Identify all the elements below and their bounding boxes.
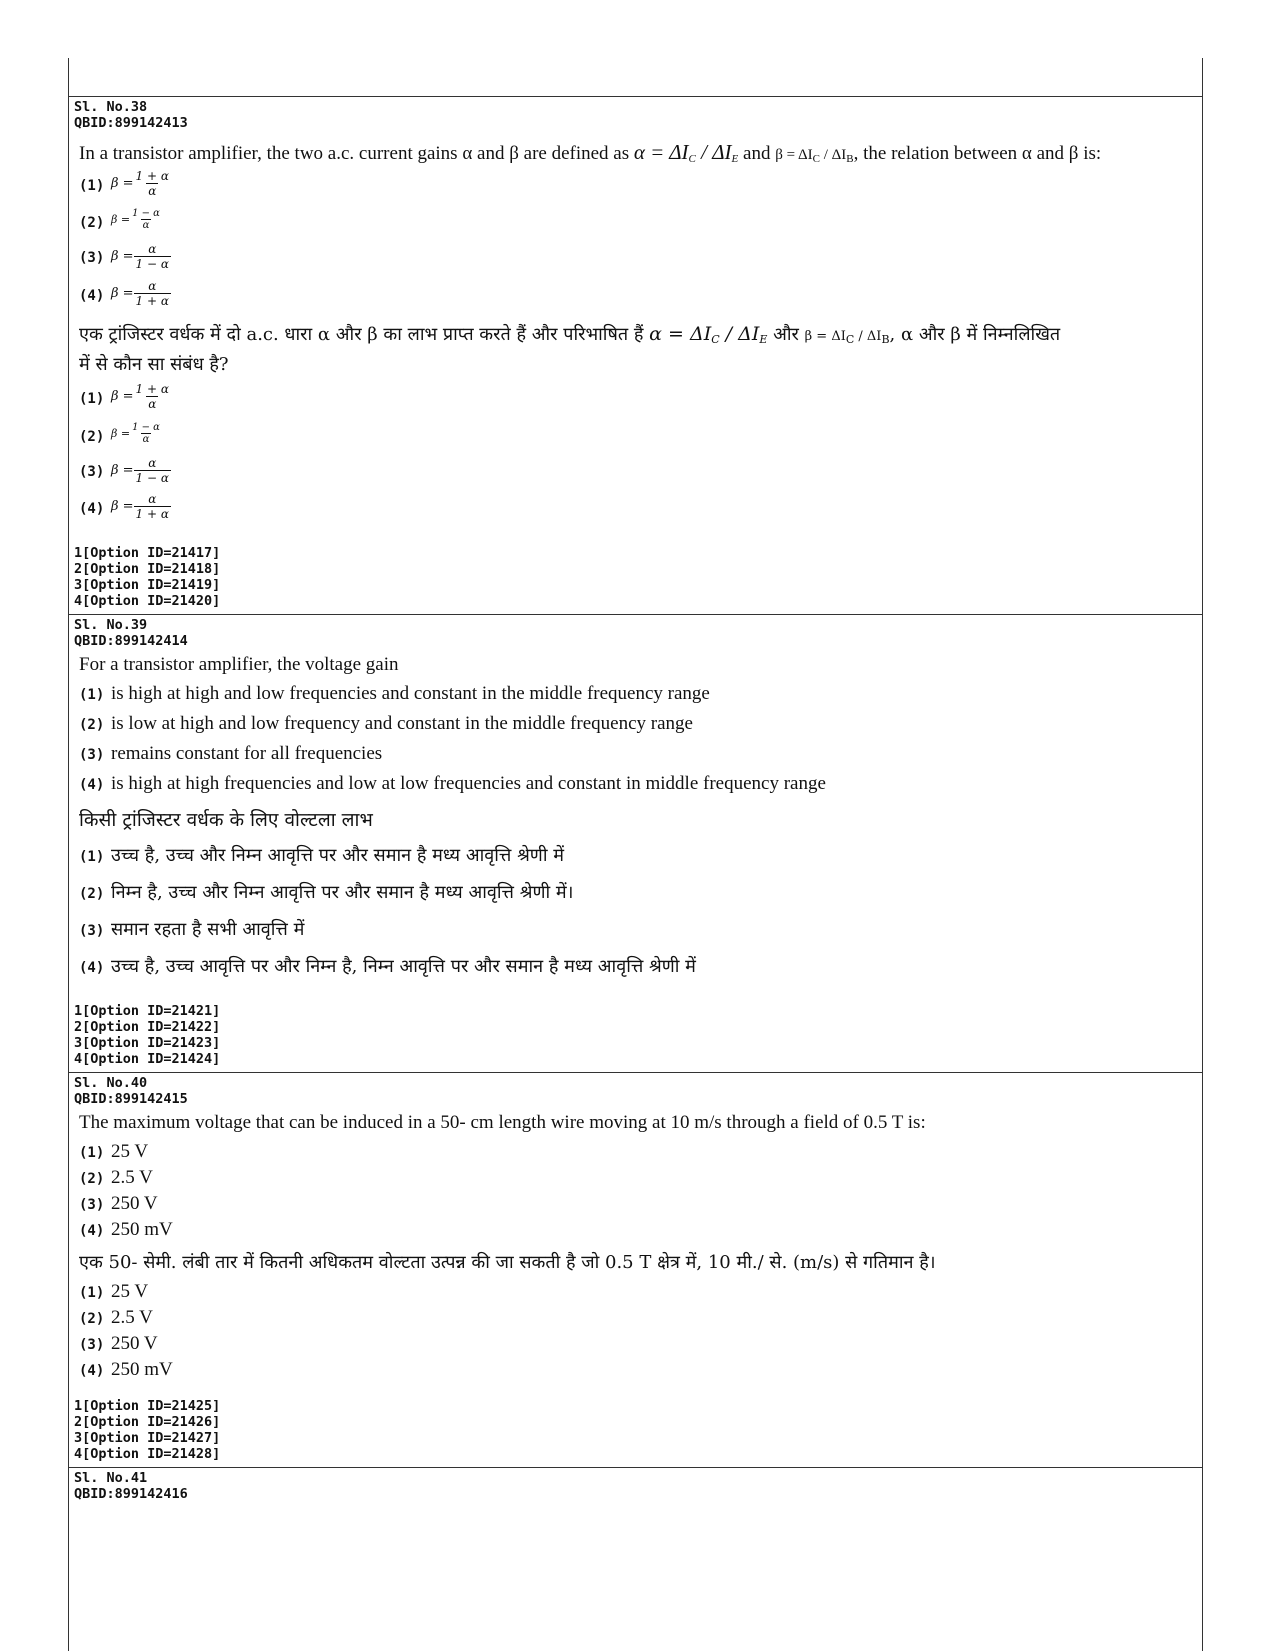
q39-hi-option-2-text: निम्न है, उच्च और निम्न आवृत्ति पर और समान है मध्य आवृत्ति श्रेणी में। bbox=[111, 882, 574, 903]
q38-en-option-4-num: (4) bbox=[79, 288, 105, 304]
q40-en-option-4-text: 250 mV bbox=[111, 1219, 173, 1240]
q38-en-option-1-formula: β = $\frac{1 + \alpha}{\alpha}$ bbox=[111, 169, 169, 198]
q40-en-question: The maximum voltage that can be induced in a 50- cm length wire moving at 10 m/s through a field of 0.5 T is: bbox=[79, 1112, 926, 1133]
q39-hi-option-1-num: (1) bbox=[79, 849, 105, 865]
q41-qbid: QBID:899142416 bbox=[74, 1486, 188, 1502]
q40-option-id-2: 2[Option ID=21426] bbox=[74, 1414, 221, 1430]
q38-slno: Sl. No.38 bbox=[74, 99, 148, 115]
q39-en-option-3-num: (3) bbox=[79, 747, 105, 763]
q38-en-option-3-formula: β = $\frac{\alpha}{1 - \alpha}$ bbox=[111, 242, 169, 271]
divider bbox=[68, 96, 1203, 97]
q40-option-id-4: 4[Option ID=21428] bbox=[74, 1446, 221, 1462]
q40-hi-option-4-num: (4) bbox=[79, 1363, 105, 1379]
q38-option-id-2: 2[Option ID=21418] bbox=[74, 561, 221, 577]
q40-hi-option-4-text: 250 mV bbox=[111, 1359, 173, 1380]
q38-hi-option-2-formula: β = $\frac{1 - \alpha}{\alpha}$ bbox=[111, 422, 160, 445]
q40-hi-option-1-text: 25 V bbox=[111, 1281, 149, 1302]
q40-en-option-3-num: (3) bbox=[79, 1197, 105, 1213]
q40-hi-option-1-num: (1) bbox=[79, 1285, 105, 1301]
q38-qbid: QBID:899142413 bbox=[74, 115, 188, 131]
q40-hi-question: एक 50- सेमी. लंबी तार में कितनी अधिकतम वोल्टता उत्पन्न की जा सकती है जो 0.5 T क्षेत्र में, 10 मी./ से. (m/s) से गतिमान है। bbox=[79, 1252, 936, 1273]
divider bbox=[68, 1467, 1203, 1468]
q39-hi-option-3-num: (3) bbox=[79, 923, 105, 939]
q39-hi-option-1-text: उच्च है, उच्च और निम्न आवृत्ति पर और समान है मध्य आवृत्ति श्रेणी में bbox=[111, 845, 564, 866]
q38-hi-option-1-num: (1) bbox=[79, 391, 105, 407]
divider bbox=[68, 1072, 1203, 1073]
q39-option-id-3: 3[Option ID=21423] bbox=[74, 1035, 221, 1051]
q40-en-option-1-num: (1) bbox=[79, 1145, 105, 1161]
q38-option-id-1: 1[Option ID=21417] bbox=[74, 545, 221, 561]
q39-slno: Sl. No.39 bbox=[74, 617, 148, 633]
q39-en-option-1-text: is high at high and low frequencies and constant in the middle frequency range bbox=[111, 683, 710, 704]
q38-en-option-4-formula: β = $\frac{\alpha}{1 + \alpha}$ bbox=[111, 279, 169, 308]
q38-hi-option-4-formula: β = $\frac{\alpha}{1 + \alpha}$ bbox=[111, 492, 169, 521]
divider bbox=[68, 614, 1203, 615]
q40-option-id-3: 3[Option ID=21427] bbox=[74, 1430, 221, 1446]
q40-en-option-2-text: 2.5 V bbox=[111, 1167, 153, 1188]
q39-hi-question: किसी ट्रांजिस्टर वर्धक के लिए वोल्टला लाभ bbox=[79, 809, 373, 831]
q38-en-option-2-num: (2) bbox=[79, 215, 105, 231]
q38-option-id-3: 3[Option ID=21419] bbox=[74, 577, 221, 593]
q40-hi-option-2-text: 2.5 V bbox=[111, 1307, 153, 1328]
q38-hi-option-2-num: (2) bbox=[79, 429, 105, 445]
q40-en-option-3-text: 250 V bbox=[111, 1193, 158, 1214]
q38-hi-option-4-num: (4) bbox=[79, 501, 105, 517]
q39-hi-option-3-text: समान रहता है सभी आवृत्ति में bbox=[111, 919, 305, 940]
q38-en-option-3-num: (3) bbox=[79, 250, 105, 266]
q39-en-option-3-text: remains constant for all frequencies bbox=[111, 743, 383, 764]
q38-hi-option-1-formula: β = $\frac{1 + \alpha}{\alpha}$ bbox=[111, 382, 169, 411]
q40-hi-option-3-text: 250 V bbox=[111, 1333, 158, 1354]
q38-en-option-2-formula: β = $\frac{1 - \alpha}{\alpha}$ bbox=[111, 208, 160, 231]
q39-en-option-1-num: (1) bbox=[79, 687, 105, 703]
q38-hi-option-3-formula: β = $\frac{\alpha}{1 - \alpha}$ bbox=[111, 456, 169, 485]
q39-option-id-2: 2[Option ID=21422] bbox=[74, 1019, 221, 1035]
q38-en-question: In a transistor amplifier, the two a.c. current gains α and β are defined as $\alpha = \Delta I_C / \Delta I_E$ and $\beta = \Delta I_C / \Delta I_B$, the relation between α and β is: bbox=[79, 140, 1102, 165]
q40-slno: Sl. No.40 bbox=[74, 1075, 148, 1091]
q39-hi-option-2-num: (2) bbox=[79, 886, 105, 902]
q40-qbid: QBID:899142415 bbox=[74, 1091, 188, 1107]
q39-en-option-2-text: is low at high and low frequency and constant in the middle frequency range bbox=[111, 713, 693, 734]
q40-hi-option-3-num: (3) bbox=[79, 1337, 105, 1353]
q38-hi-option-3-num: (3) bbox=[79, 464, 105, 480]
q40-en-option-4-num: (4) bbox=[79, 1223, 105, 1239]
q38-option-id-4: 4[Option ID=21420] bbox=[74, 593, 221, 609]
q39-en-question: For a transistor amplifier, the voltage gain bbox=[79, 654, 399, 675]
q38-hi-question-line2: में से कौन सा संबंध है? bbox=[79, 354, 229, 375]
q41-slno: Sl. No.41 bbox=[74, 1470, 148, 1486]
q38-en-option-1-num: (1) bbox=[79, 178, 105, 194]
q38-hi-question: एक ट्रांजिस्टर वर्धक में दो a.c. धारा α और β का लाभ प्राप्त करते हैं और परिभाषित हैं $\alpha = \Delta I_C / \Delta I_E$ और $\beta = \Delta I_C / \Delta I_B$, α और β में निम्नलिखित bbox=[79, 323, 1061, 346]
q39-en-option-2-num: (2) bbox=[79, 717, 105, 733]
q39-qbid: QBID:899142414 bbox=[74, 633, 188, 649]
q39-hi-option-4-num: (4) bbox=[79, 960, 105, 976]
q40-hi-option-2-num: (2) bbox=[79, 1311, 105, 1327]
q39-option-id-4: 4[Option ID=21424] bbox=[74, 1051, 221, 1067]
q39-hi-option-4-text: उच्च है, उच्च आवृत्ति पर और निम्न है, निम्न आवृत्ति पर और समान है मध्य आवृत्ति श्रेणी में bbox=[111, 956, 696, 977]
q40-option-id-1: 1[Option ID=21425] bbox=[74, 1398, 221, 1414]
q40-en-option-1-text: 25 V bbox=[111, 1141, 149, 1162]
q40-en-option-2-num: (2) bbox=[79, 1171, 105, 1187]
q39-en-option-4-num: (4) bbox=[79, 777, 105, 793]
q39-en-option-4-text: is high at high frequencies and low at low frequencies and constant in middle frequency range bbox=[111, 773, 826, 794]
q39-option-id-1: 1[Option ID=21421] bbox=[74, 1003, 221, 1019]
